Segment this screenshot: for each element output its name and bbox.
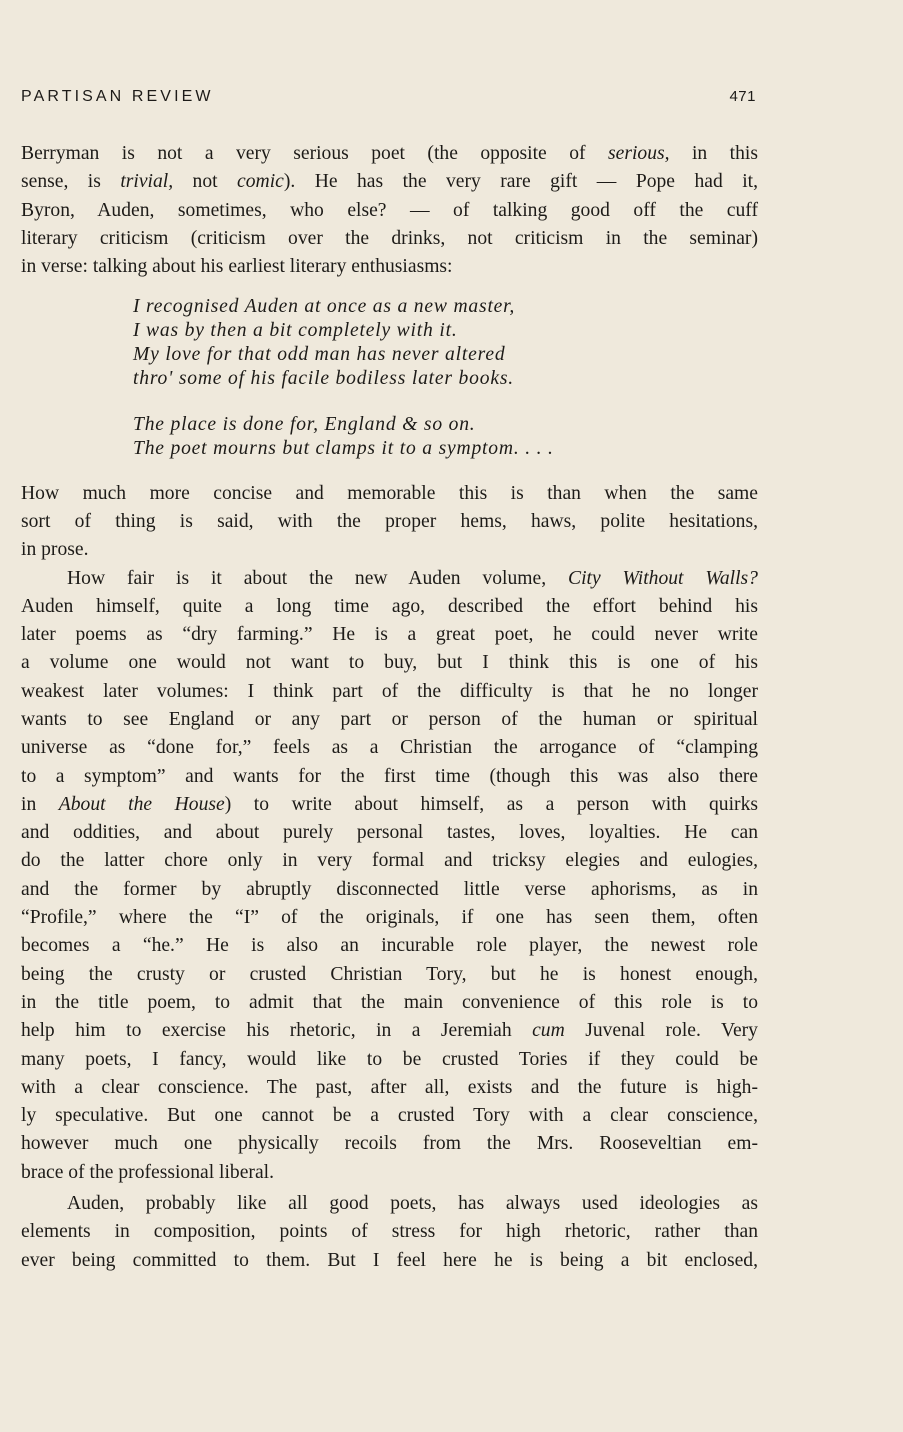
verse-line: I recognised Auden at once as a new master, <box>133 296 516 318</box>
text-line: sort of thing is said, with the proper hems, haws, polite hesitations, <box>21 510 758 532</box>
text-line: in prose. <box>21 539 89 561</box>
text-line: Auden himself, quite a long time ago, described the effort behind his <box>21 595 758 617</box>
article-body <box>21 140 758 1275</box>
text-line: Byron, Auden, sometimes, who else? — of talking good off the cuff <box>21 199 758 221</box>
text-line: and oddities, and about purely personal tastes, loves, loyalties. He can <box>21 822 758 844</box>
journal-title: PARTISAN REVIEW <box>21 88 214 105</box>
paragraph-city-without-walls <box>21 565 758 1188</box>
text-line: in About the House) to write about himself, as a person with quirks <box>21 793 758 815</box>
text-line: many poets, I fancy, would like to be crusted Tories if they could be <box>21 1048 758 1070</box>
text-line: being the crusty or crusted Christian Tory, but he is honest enough, <box>21 963 758 985</box>
text-line: weakest later volumes: I think part of the difficulty is that he no longer <box>21 680 758 702</box>
text-line: a volume one would not want to buy, but I think this is one of his <box>21 652 758 674</box>
paragraph-berryman <box>21 140 758 281</box>
text-line: Auden, probably like all good poets, has always used ideologies as <box>67 1193 758 1215</box>
text-line: How fair is it about the new Auden volume, City Without Walls? <box>67 567 758 589</box>
text-line: becomes a “he.” He is also an incurable role player, the newest role <box>21 935 758 957</box>
text-line: Berryman is not a very serious poet (the opposite of serious, in this <box>21 143 758 164</box>
text-line: literary criticism (criticism over the drinks, not criticism in the seminar) <box>21 227 758 249</box>
text-line: wants to see England or any part or person of the human or spiritual <box>21 708 758 730</box>
text-line: sense, is trivial, not comic). He has the very rare gift — Pope had it, <box>21 171 758 193</box>
text-line: “Profile,” where the “I” of the originals, if one has seen them, often <box>21 907 758 929</box>
running-head <box>21 88 756 112</box>
verse-quotation-stanza-2 <box>21 413 758 460</box>
text-line: do the latter chore only in very formal and tricksy elegies and eulogies, <box>21 850 758 872</box>
verse-line: The place is done for, England & so on. <box>133 414 476 436</box>
text-line: in the title poem, to admit that the main convenience of this role is to <box>21 991 758 1013</box>
text-line: in verse: talking about his earliest literary enthusiasms: <box>21 256 453 278</box>
text-line: universe as “done for,” feels as a Christian the arrogance of “clamping <box>21 737 758 759</box>
text-line: however much one physically recoils from the Mrs. Rooseveltian em- <box>21 1133 758 1155</box>
verse-line: thro' some of his facile bodiless later books. <box>133 367 514 389</box>
paragraph-ideologies <box>21 1190 758 1275</box>
text-line: with a clear conscience. The past, after all, exists and the future is high- <box>21 1076 758 1098</box>
text-line: How much more concise and memorable this is than when the same <box>21 482 758 504</box>
verse-line: I was by then a bit completely with it. <box>133 320 458 342</box>
paragraph-concise <box>21 480 758 565</box>
text-line: ever being committed to them. But I feel here he is being a bit enclosed, <box>21 1249 758 1271</box>
verse-line: My love for that odd man has never altered <box>133 343 506 365</box>
text-line: later poems as “dry farming.” He is a great poet, he could never write <box>21 624 758 646</box>
text-line: elements in composition, points of stress for high rhetoric, rather than <box>21 1221 758 1243</box>
text-line: help him to exercise his rhetoric, in a Jeremiah cum Juvenal role. Very <box>21 1020 758 1042</box>
text-line: ly speculative. But one cannot be a crusted Tory with a clear conscience, <box>21 1105 758 1127</box>
text-line: brace of the professional liberal. <box>21 1161 274 1183</box>
verse-quotation-stanza-1 <box>21 295 758 390</box>
text-line: to a symptom” and wants for the first time (though this was also there <box>21 765 758 787</box>
verse-line: The poet mourns but clamps it to a symptom. . . . <box>133 437 554 459</box>
text-line: and the former by abruptly disconnected little verse aphorisms, as in <box>21 878 758 900</box>
page-number: 471 <box>729 88 756 105</box>
